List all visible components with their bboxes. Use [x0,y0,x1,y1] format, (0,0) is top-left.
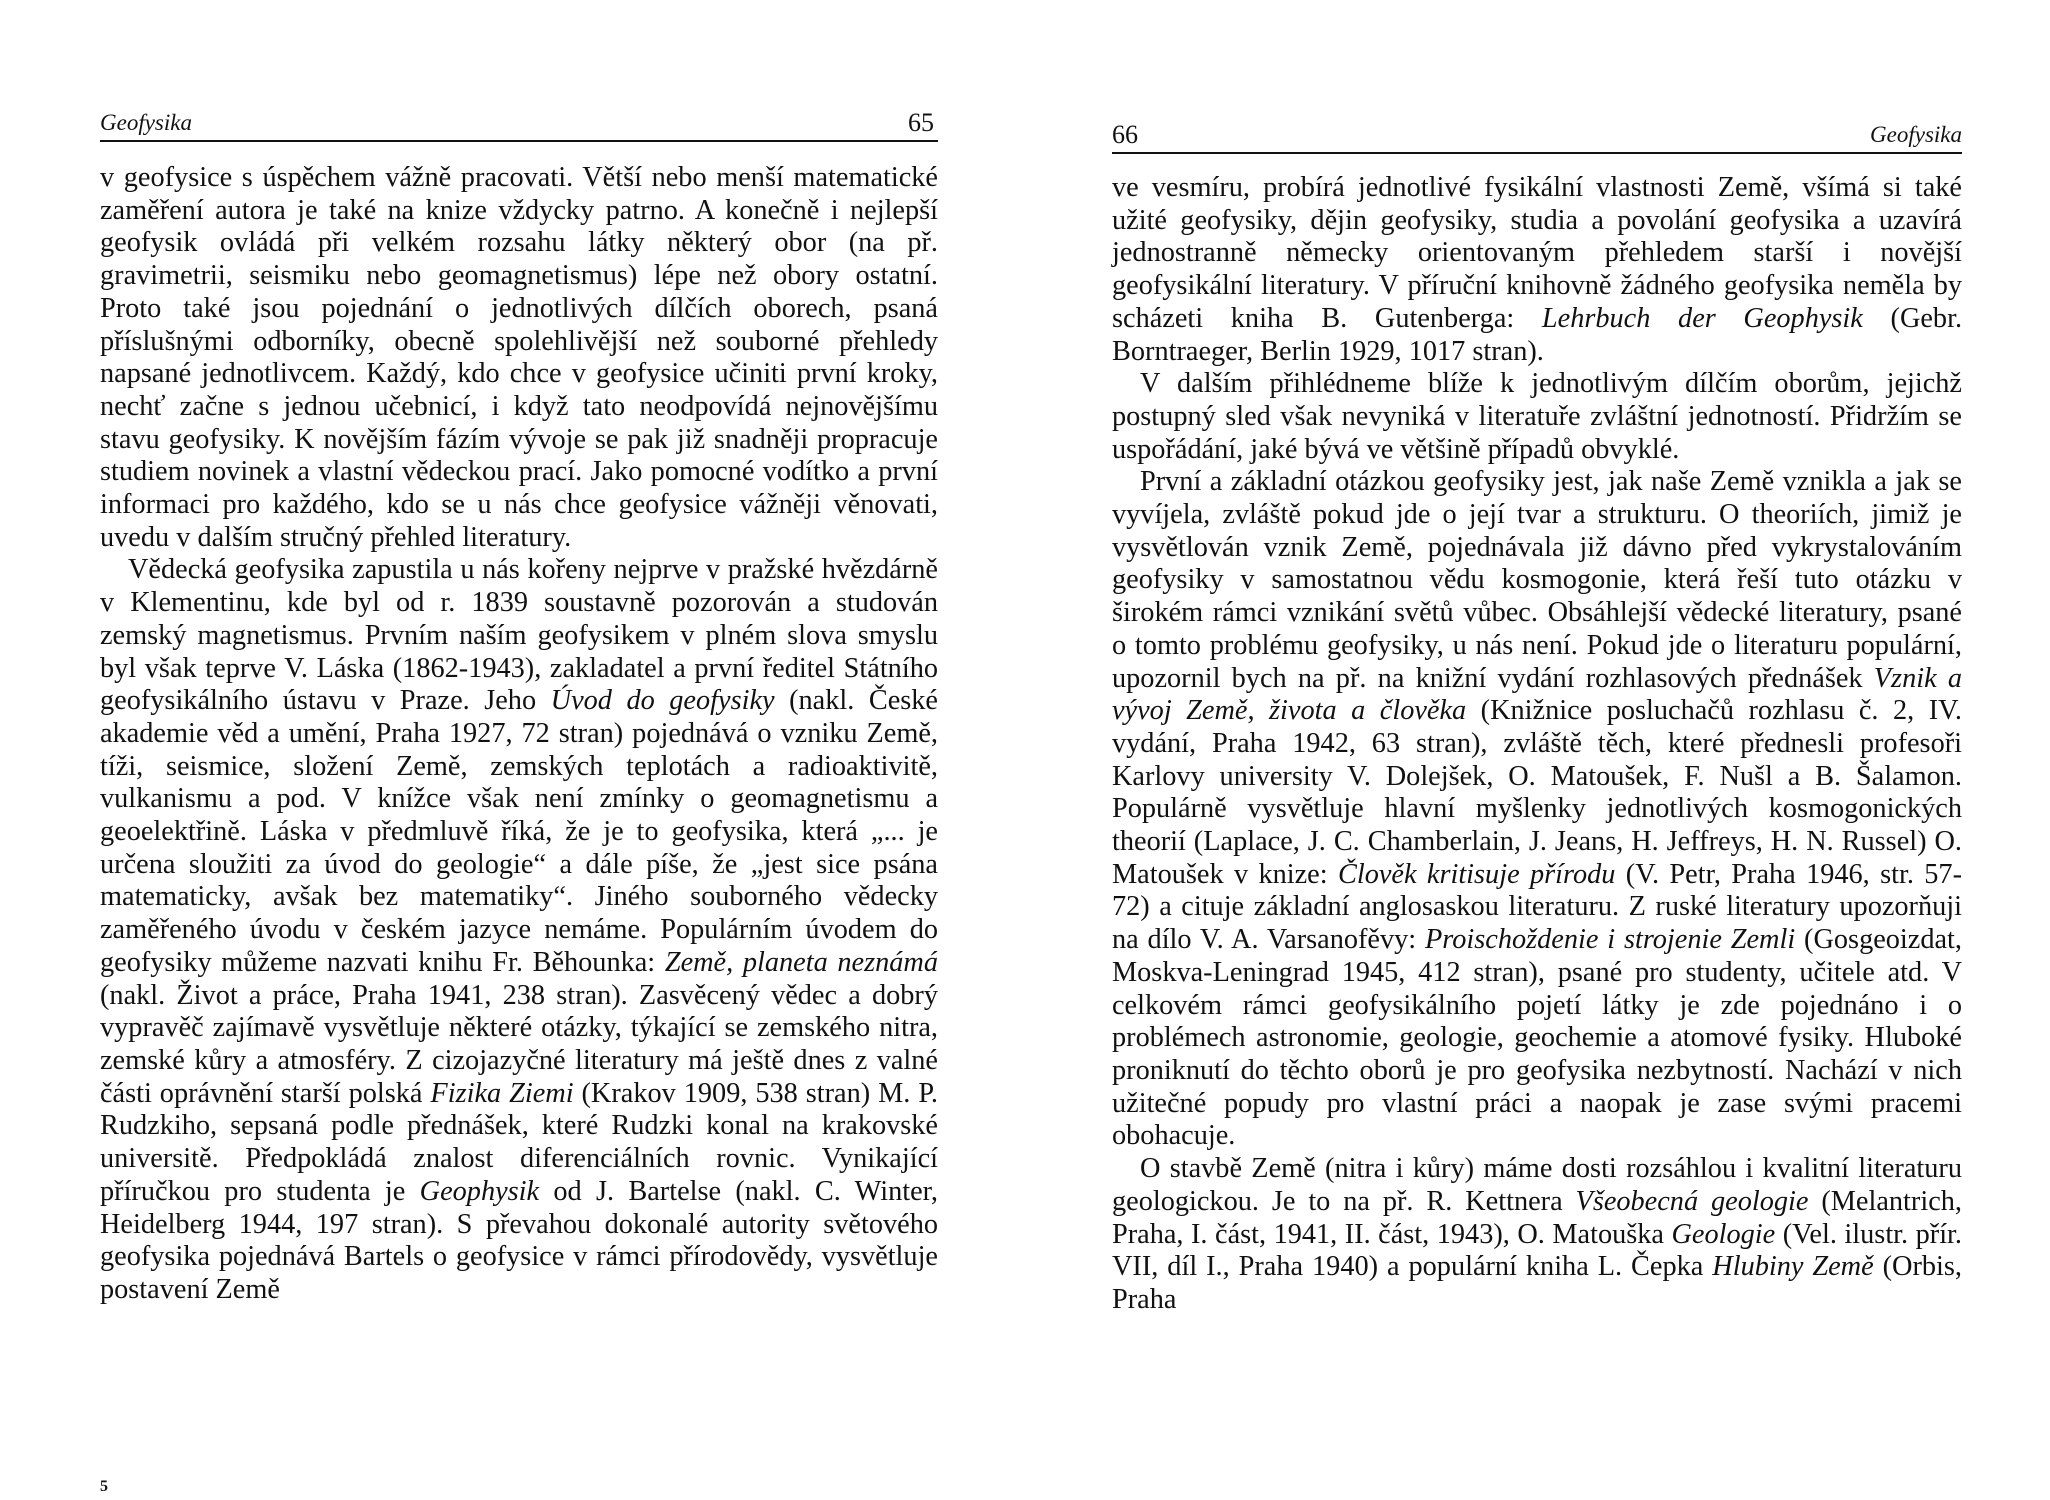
text-run: (nakl. Život a práce, Praha 1941, 238 stran). Zasvěcený vědec a dobrý vypravěč zajímavě vysvětluje některé otázky, týkající se zemského nitra, zemské kůry a atmosféry. Z cizojazyčné literatury má ještě dnes z valné části oprávnění starší polská [100,979,938,1109]
paragraph [1112,1153,1962,1317]
running-head [100,106,938,142]
italic-title: Proischoždenie i strojenie Zemli [1425,924,1796,956]
running-title: Geofysika [100,110,192,135]
paragraph [1112,172,1962,368]
text-run: (V. Petr, Praha 1946, str. 57-72) a cituje základní anglosaskou literaturu. Z ruské literatury upozorňuji na dílo V. A. Varsanofěvy: [1112,858,1962,956]
text-run: (Krakov 1909, 538 stran) M. P. Rudzkiho, sepsaná podle přednášek, které Rudzki konal na krakovské universitě. Předpokládá znalost diferenciálních rovnic. Vynikající příručkou pro studenta je [100,1077,938,1207]
paragraph [1112,368,1962,466]
running-title: Geofysika [1870,122,1962,147]
body-text [100,162,938,1307]
running-head [1112,118,1962,154]
text-run: od J. Bartelse (nakl. C. Winter, Heidelberg 1944, 197 stran). S převahou dokonalé autority světového geofysika pojednává Bartels o geofysice v rámci přírodovědy, vysvětluje postavení Země [100,1175,939,1305]
text-run: (nakl. České akademie věd a umění, Praha 1927, 72 stran) pojednává o vzniku Země, tíži, seismice, složení Země, zemských teplotách a radioaktivitě, vulkanismu a pod. V knížce však není zmínky o geomagnetismu a geoelektřině. Láska v předmluvě říká, že je to geofysika, která „... je určena sloužiti za úvod do geologie“ a dále píše, že „jest sice psána matematicky, avšak bez matematiky“. Jiného souborného vědecky zaměřeného úvodu v českém jazyce nemáme. Populárním úvodem do geofysiky můžeme nazvati knihu Fr. Běhounka: [100,685,938,978]
italic-title: Hlubiny Země [1712,1251,1874,1283]
right-page [1112,0,1962,1500]
italic-title: Všeobecná geologie [1575,1185,1809,1217]
text-run: (Orbis, Praha [1112,1251,1962,1315]
italic-title: Geologie [1671,1218,1776,1250]
italic-title: Úvod do geofysiky [550,685,775,717]
paragraph [100,554,938,1306]
italic-title: Lehrbuch der Geophysik [1541,302,1863,334]
text-run: (Knižnice posluchačů rozhlasu č. 2, IV. vydání, Praha 1942, 63 stran), zvláště těch, které přednesli profesoři Karlovy university V. Dolejšek, O. Matoušek, F. Nušl a B. Šalamon. Populárně vysvětluje hlavní myšlenky jednotlivých kosmogonických theorií (Laplace, J. C. Chamberlain, J. Jeans, H. Jeffreys, H. N. Russel) O. Matoušek v knize: [1112,695,1962,890]
italic-title: Vznik a vývoj Země, života a člověka [1112,662,1962,727]
text-run: (Vel. ilustr. přír. VII, díl I., Praha 1940) a populární kniha L. Čepka [1112,1218,1962,1283]
text-run: v geofysice s úspěchem vážně pracovati. Větší nebo menší matematické zaměření autora je také na knize vždycky patrno. A konečně i nejlepší geofysik ovládá při velkém rozsahu látky některý obor (na př. gravimetrii, seismiku nebo geomagnetismus) lépe než obory ostatní. Proto také jsou pojednání o jednotlivých dílčích oborech, psaná příslušnými odborníky, obecně spolehlivější než souborné přehledy napsané jednotlivcem. Každý, kdo chce v geofysice učiniti první kroky, nechť začne s jednou učebnicí, i když tato neodpovídá nejnovějšímu stavu geofysiky. K novějším fázím vývoje se pak již snadněji propracuje studiem novinek a vlastní vědeckou prací. Jako pomocné vodítko a první informaci pro každého, kdo se u nás chce geofysice vážněji věnovati, uvedu v dalším stručný přehled literatury. [100,162,938,553]
italic-title: Člověk kritisuje přírodu [1337,858,1616,890]
italic-title: Geophysik [419,1175,540,1207]
signature-mark: 5 [100,1478,108,1495]
text-run: O stavbě Země (nitra i kůry) máme dosti rozsáhlou i kvalitní literaturu geologickou. Je to na př. R. Kettnera [1112,1153,1962,1217]
left-page [100,0,938,1500]
text-run: ve vesmíru, probírá jednotlivé fysikální vlastnosti Země, všímá si také užité geofysiky, dějin geofysiky, studia a povolání geofysika a uzavírá jednostranně německy orientovaným přehledem starší i novější geofysikální literatury. V příruční knihovně žádného geofysika neměla by scházeti kniha B. Gutenberga: [1112,172,1962,334]
text-run: (Gosgeoizdat, Moskva-Leningrad 1945, 412 stran), psané pro studenty, učitele atd. V celkovém rámci geofysikálního pojetí látky je zde pojednáno i o problémech astronomie, geologie, geochemie a atomové fysiky. Hluboké proniknutí do těchto oborů je pro geofysika nezbytností. Nachází v nich užitečné popudy pro vlastní práci a naopak je zase svými pracemi obohacuje. [1112,924,1962,1152]
text-run: (Gebr. Borntraeger, Berlin 1929, 1017 stran). [1112,302,1963,367]
paragraph [100,162,938,554]
italic-title: Fizika Ziemi [430,1077,574,1109]
text-run: V dalším přihlédneme blíže k jednotlivým dílčím oborům, jejichž postupný sled však nevyniká v literatuře zvláštní jednotností. Přidržím se uspořádání, jaké bývá ve většině případů obvyklé. [1112,368,1962,465]
page-number: 65 [908,108,934,137]
text-run: Vědecká geofysika zapustila u nás kořeny nejprve v pražské hvězdárně v Klementinu, kde byl od r. 1839 soustavně pozorován a studován zemský magnetismus. Prvním naším geofysikem v plném slova smyslu byl však teprve V. Láska (1862-1943), zakladatel a první ředitel Státního geofysikálního ústavu v Praze. Jeho [100,554,938,717]
italic-title: Země, planeta neznámá [664,946,938,978]
page-number: 66 [1112,120,1138,149]
text-run: První a základní otázkou geofysiky jest, jak naše Země vznikla a jak se vyvíjela, zvláště pokud jde o její tvar a strukturu. O theoriích, jimiž je vysvětlován vznik Země, pojednávala již dávno před vykrystalováním geofysiky v samostatnou vědu kosmogonie, která řeší tuto otázku v širokém rámci vznikání světů vůbec. Obsáhlejší vědecké literatury, psané o tomto problému geofysiky, u nás není. Pokud jde o literaturu populární, upozornil bych na př. na knižní vydání rozhlasových přednášek [1112,466,1962,694]
paragraph [1112,466,1962,1153]
text-run: (Melantrich, Praha, I. část, 1941, II. část, 1943), O. Matouška [1112,1185,1962,1250]
body-text [1112,172,1962,1317]
